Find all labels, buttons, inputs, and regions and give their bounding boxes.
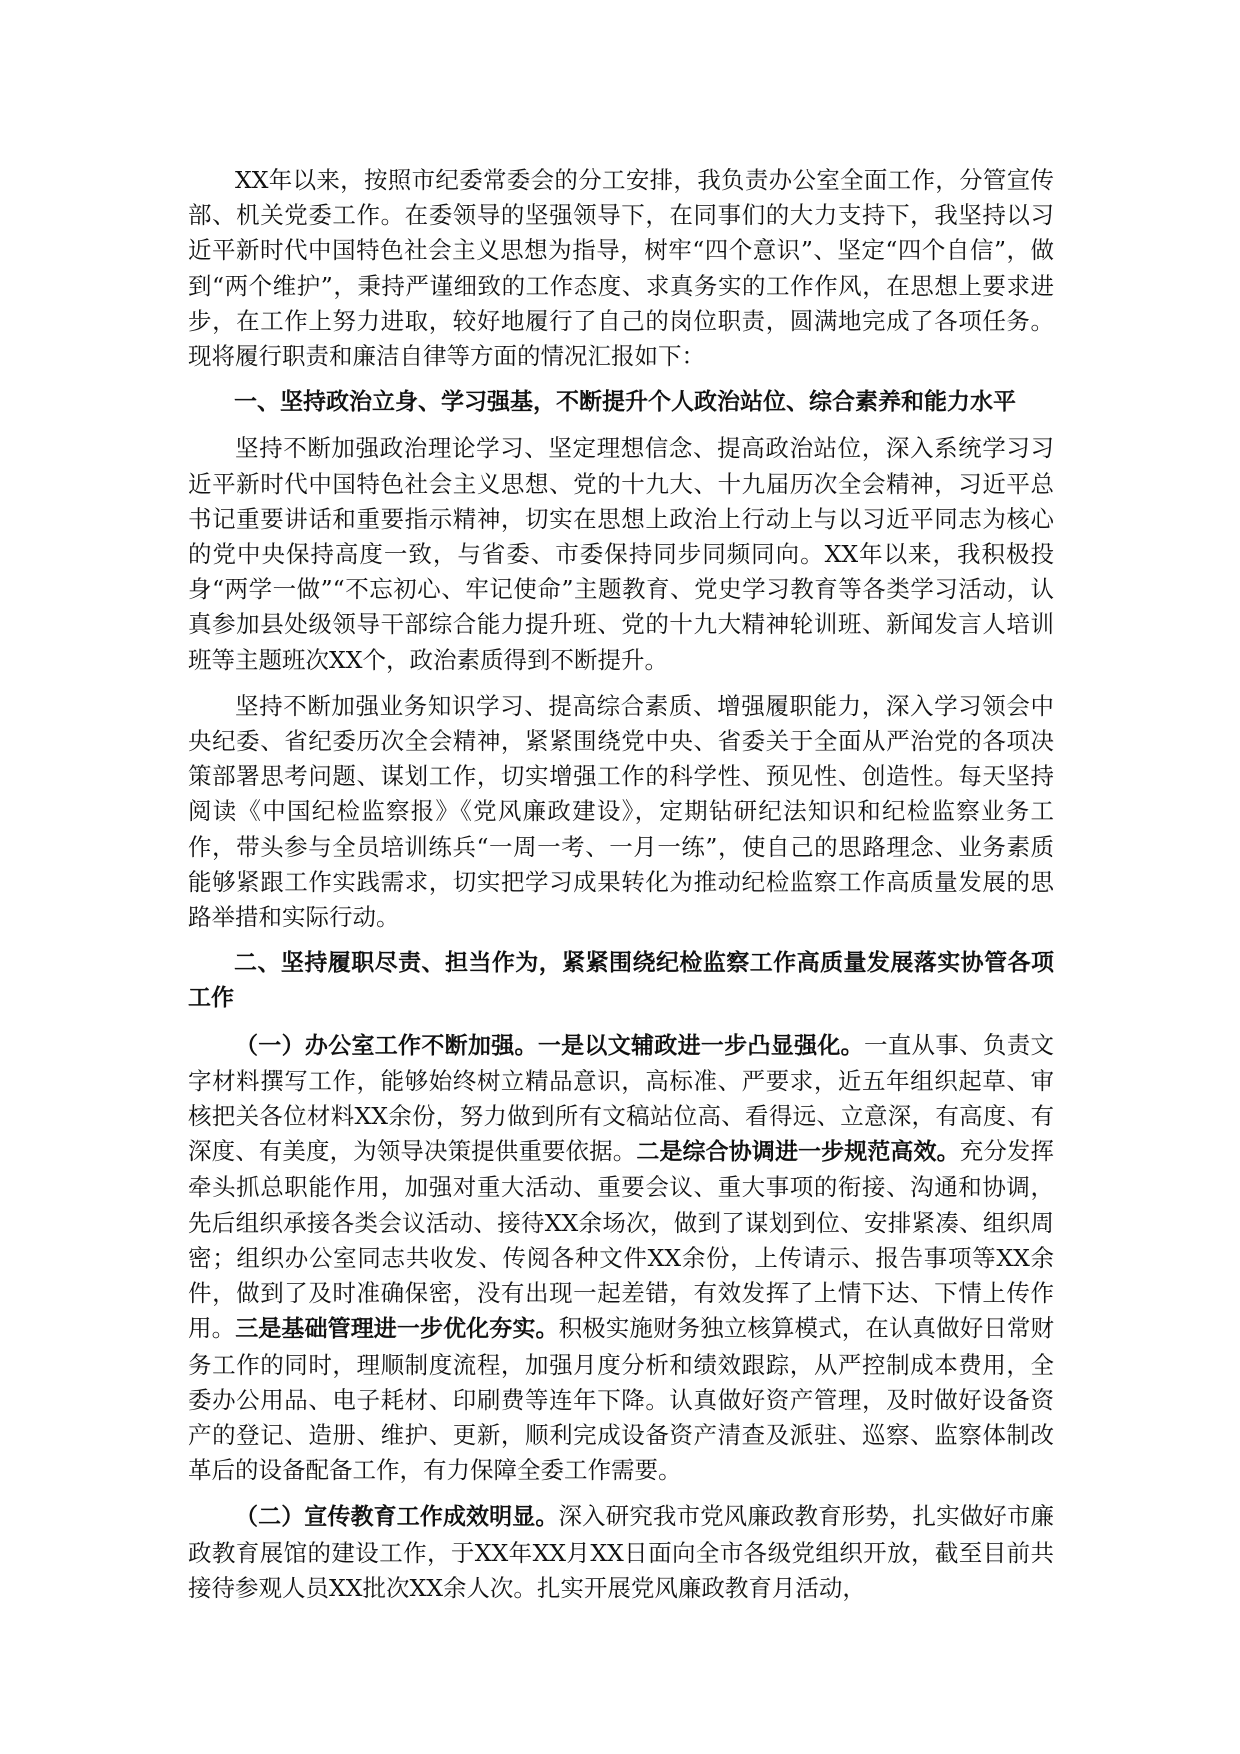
subsection-1-lead-1: 一是以文辅政进一步凸显强化。 — [537, 1032, 864, 1059]
subsection-1-paragraph — [188, 1028, 1054, 1489]
subsection-2-title: （二）宣传教育工作成效明显。 — [235, 1504, 559, 1531]
document-body — [188, 163, 1054, 1617]
section-2-heading: 二、坚持履职尽责、担当作为，紧紧围绕纪检监察工作高质量发展落实协管各项工作 — [188, 950, 1054, 1012]
subsection-1-text-3: 积极实施财务独立核算模式，在认真做好日常财务工作的同时，理顺制度流程，加强月度分析和绩效跟踪，从严控制成本费用，全委办公用品、电子耗材、印刷费等连年下降。认真做好资产管理，及时做好设备资产的登记、造册、维护、更新，顺利完成设备资产清查及派驻、巡察、监察体制改革后的设备配备工作，有力保障全委工作需要。 — [188, 1314, 1055, 1485]
section-1-paragraph-1: 坚持不断加强政治理论学习、坚定理想信念、提高政治站位，深入系统学习习近平新时代中国特色社会主义思想、党的十九大、十九届历次全会精神，习近平总书记重要讲话和重要指示精神，切实在思想上政治上行动上与以习近平同志为核心的党中央保持高度一致，与省委、市委保持同步同频同向。XX年以来，我积极投身“两学一做”“不忘初心、牢记使命”主题教育、党史学习教育等各类学习活动，认真参加县处级领导干部综合能力提升班、党的十九大精神轮训班、新闻发言人培训班等主题班次XX个，政治素质得到不断提升。 — [188, 434, 1054, 674]
subsection-1-lead-2: 二是综合协调进一步规范高效。 — [636, 1139, 960, 1166]
intro-paragraph: XX年以来，按照市纪委常委会的分工安排，我负责办公室全面工作，分管宣传部、机关党委工作。在委领导的坚强领导下，在同事们的大力支持下，我坚持以习近平新时代中国特色社会主义思想为指导，树牢“四个意识”、坚定“四个自信”，做到“两个维护”，秉持严谨细致的工作态度、求真务实的工作作风，在思想上要求进步，在工作上努力进取，较好地履行了自己的岗位职责，圆满地完成了各项任务。现将履行职责和廉洁自律等方面的情况汇报如下： — [188, 166, 1054, 371]
subsection-2-text: 深入研究我市党风廉政教育形势，扎实做好市廉政教育展馆的建设工作，于XX年XX月XX日面向全市各级党组织开放，截至目前共接待参观人员XX批次XX余人次。扎实开展党风廉政教育月活动， — [188, 1502, 1055, 1602]
section-1-heading: 一、坚持政治立身、学习强基，不断提升个人政治站位、综合素养和能力水平 — [234, 389, 1016, 416]
subsection-1-title: （一）办公室工作不断加强。 — [235, 1032, 538, 1059]
subsection-1-text-1: 一直从事、负责文字材料撰写工作，能够始终树立精品意识，高标准、严要求，近五年组织起草、审核把关各位材料XX余份，努力做到所有文稿站位高、看得远、立意深，有高度、有深度、有美度，为领导决策提供重要依据。 — [188, 1030, 1055, 1166]
section-1-paragraph-2: 坚持不断加强业务知识学习、提高综合素质、增强履职能力，深入学习领会中央纪委、省纪委历次全会精神，紧紧围绕党中央、省委关于全面从严治党的各项决策部署思考问题、谋划工作，切实增强工作的科学性、预见性、创造性。每天坚持阅读《中国纪检监察报》《党风廉政建设》，定期钻研纪法知识和纪检监察业务工作，带头参与全员培训练兵“一周一考、一月一练”，使自己的思路理念、业务素质能够紧跟工作实践需求，切实把学习成果转化为推动纪检监察工作高质量发展的思路举措和实际行动。 — [188, 691, 1054, 932]
subsection-1-lead-3: 三是基础管理进一步优化夯实。 — [235, 1316, 559, 1343]
subsection-2-paragraph — [188, 1499, 1054, 1606]
subsection-1-text-2: 充分发挥牵头抓总职能作用，加强对重大活动、重要会议、重大事项的衔接、沟通和协调，先后组织承接各类会议活动、接待XX余场次，做到了谋划到位、安排紧凑、组织周密；组织办公室同志共收发、传阅各种文件XX余份，上传请示、报告事项等XX余件，做到了及时准确保密，没有出现一起差错，有效发挥了上情下达、下情上传作用。 — [188, 1137, 1055, 1343]
